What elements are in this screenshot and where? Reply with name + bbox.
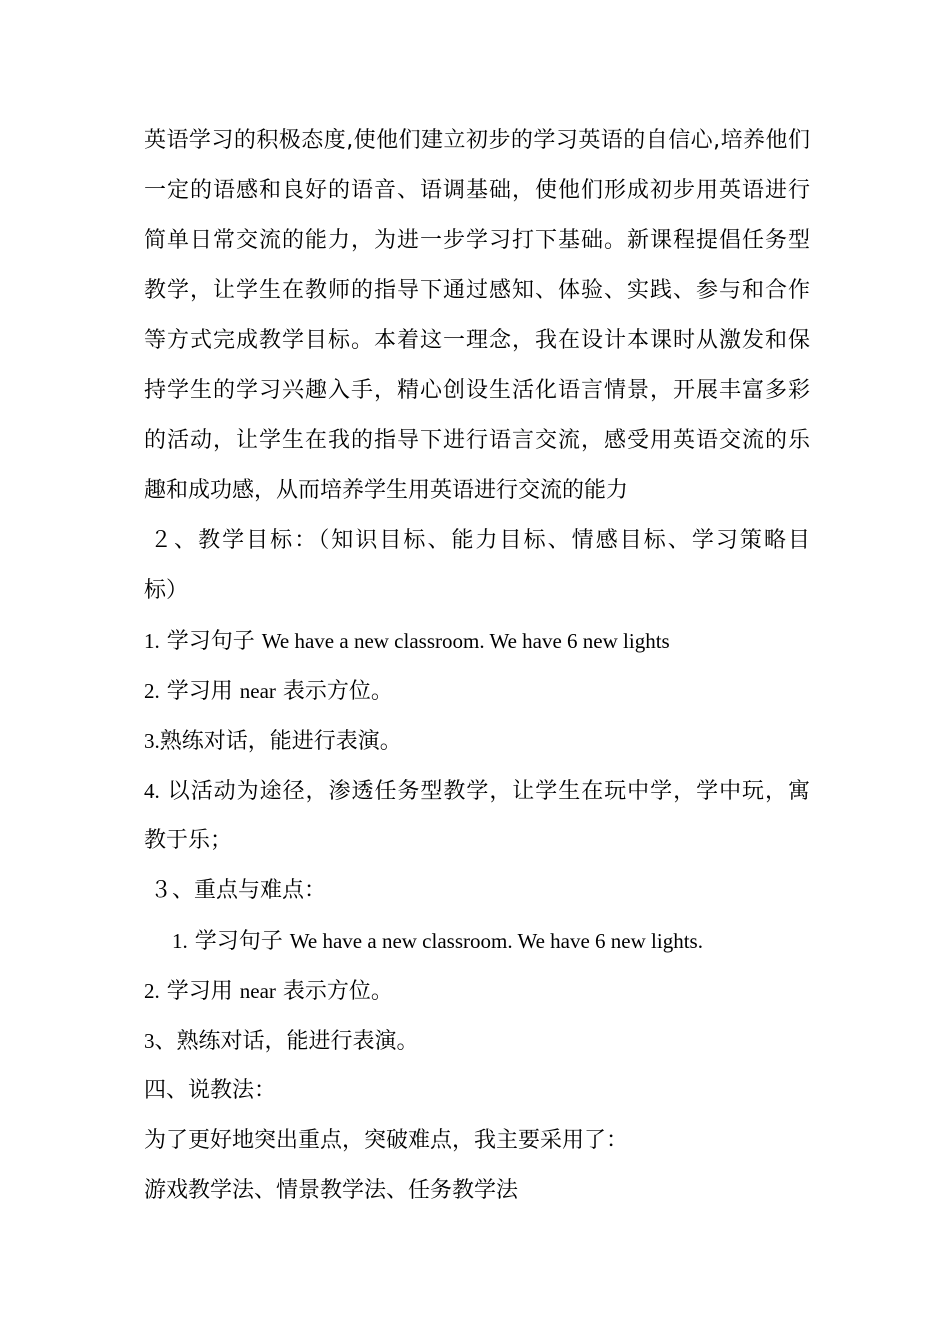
item-text-en: We have a new classroom. We have 6 new lights. (289, 929, 703, 953)
section-heading-objectives: ２、教学目标：（知识目标、能力目标、情感目标、学习策略目 (150, 528, 810, 553)
item-text-cn: 熟练对话，能进行表演。 (159, 729, 402, 754)
section-heading-objectives-cont: 标） (144, 578, 189, 603)
item-number: 4. (144, 779, 160, 803)
item-text-cn: 学习用 (166, 679, 233, 704)
key-point-item-1 (144, 916, 810, 966)
paragraph-line: 简单日常交流的能力，为进一步学习打下基础。新课程提倡任务型 (144, 228, 810, 253)
objective-item-2 (144, 666, 810, 716)
paragraph-line: 教学，让学生在教师的指导下通过感知、体验、实践、参与和合作 (144, 278, 810, 303)
objective-item-4 (144, 766, 810, 816)
item-number: 3. (144, 729, 160, 753)
item-text-cn: 学习句子 (194, 929, 283, 954)
key-point-item-3 (144, 1016, 810, 1066)
paragraph-line: 的活动，让学生在我的指导下进行语言交流，感受用英语交流的乐 (144, 428, 810, 453)
paragraph-line: 等方式完成教学目标。本着这一理念，我在设计本课时从激发和保 (144, 328, 810, 353)
paragraph-line: 持学生的学习兴趣入手，精心创设生活化语言情景，开展丰富多彩 (144, 378, 810, 403)
methods-list: 游戏教学法、情景教学法、任务教学法 (144, 1178, 519, 1203)
paragraph-line: 一定的语感和良好的语音、语调基础，使他们形成初步用英语进行 (144, 178, 810, 203)
item-text-cn: 学习句子 (166, 629, 255, 654)
methods-intro: 为了更好地突出重点，突破难点，我主要采用了： (144, 1128, 629, 1153)
section-heading-teaching-methods: 四、说教法： (144, 1078, 277, 1103)
item-number: 2. (144, 679, 160, 703)
objective-item-3 (144, 716, 810, 766)
key-point-item-2 (144, 966, 810, 1016)
item-number: 1. (172, 929, 188, 953)
paragraph-line: 英语学习的积极态度,使他们建立初步的学习英语的自信心,培养他们 (144, 128, 810, 153)
paragraph-line: 趣和成功感，从而培养学生用英语进行交流的能力 (144, 478, 629, 503)
item-text-en: near (239, 979, 276, 1003)
item-text-cn: 以活动为途径，渗透任务型教学，让学生在玩中学，学中玩，寓 (167, 779, 810, 804)
item-text-en: We have a new classroom. We have 6 new lights (261, 629, 670, 653)
document-body (144, 116, 810, 1216)
item-text-tail: 表示方位。 (282, 979, 393, 1004)
objective-item-1 (144, 616, 810, 666)
item-text-cn: 、熟练对话，能进行表演。 (154, 1029, 419, 1054)
item-text-tail: 表示方位。 (282, 679, 393, 704)
item-number: 3 (144, 1029, 155, 1053)
section-heading-key-points: ３、重点与难点： (150, 878, 327, 903)
item-number: 1. (144, 629, 160, 653)
item-number: 2. (144, 979, 160, 1003)
objective-item-4-cont: 教于乐； (144, 828, 233, 853)
item-text-cn: 学习用 (166, 979, 233, 1004)
item-text-en: near (239, 679, 276, 703)
